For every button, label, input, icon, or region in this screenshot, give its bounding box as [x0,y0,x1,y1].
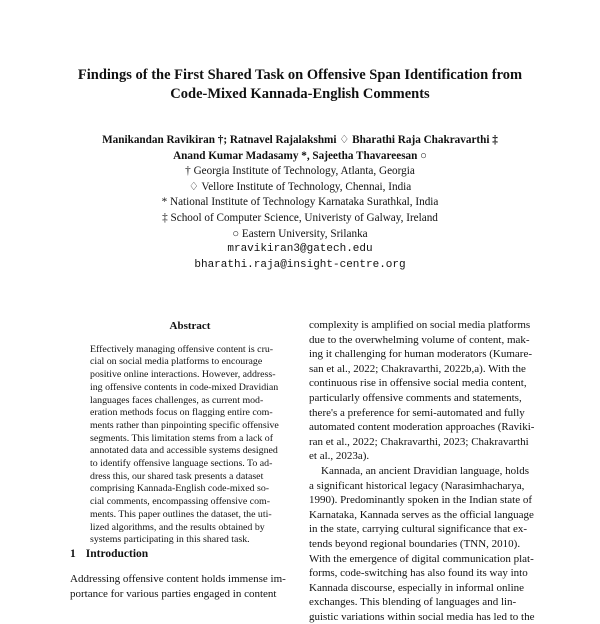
body-line: san et al., 2022; Chakravarthi, 2022b,a). With the [309,362,526,375]
affiliation: ♢ Vellore Institute of Technology, Chennai, India [188,180,412,193]
abstract-line: positive online interactions. However, address- [90,369,276,381]
abstract-line: lized algorithms, and the results obtained by [90,521,265,533]
abstract-line: annotated data and accessible systems designed [90,445,278,457]
body-line: exchanges. This blending of languages and lin- [309,596,517,609]
body-line: complexity is amplified on social media platforms [309,319,531,331]
title-line: Findings of the First Shared Task on Offensive Span Identification from [77,67,523,83]
body-line: in the state, carrying cultural significance that ex- [309,523,528,536]
abstract-line: comprising Kannada-English code-mixed so- [90,483,270,495]
body-line: continuous rise in offensive social media content, [309,377,527,390]
body-line: due to the overwhelming volume of content, mak- [309,333,530,346]
abstract-line: systems participating in this shared task. [90,534,250,546]
body-line: ran et al., 2022; Chakravarthi, 2023; Chakravarthi [309,435,529,448]
email: bharathi.raja@insight-centre.org [194,258,406,271]
section-heading-introduction [70,548,158,560]
abstract-heading: Abstract [169,320,211,332]
abstract-line: ments rather than pinpointing specific offensive [90,419,279,431]
body-line: With the emergence of digital communication plat- [309,552,534,565]
body-line: a significant historical legacy (Narasimhacharya, [309,479,525,492]
abstract-line: Effectively managing offensive content is cru- [90,343,274,355]
abstract-line: segments. This limitation stems from a lack of [90,432,274,444]
body-line: ing it challenging for human moderators (Kumare- [309,348,532,361]
body-line: automated content moderation approaches (Raviki- [309,421,535,434]
abstract-line: eration methods focus on flagging entire com- [90,407,273,419]
abstract-line: cial comments, encompassing offensive com- [90,496,270,508]
affiliation: ○ Eastern University, Srilanka [232,227,368,240]
paper-title [40,66,560,104]
body-line: there's a preference for semi-automated and fully [309,406,525,419]
left-column [86,320,294,547]
body-line: guistic variations within social media has led to the [309,610,535,623]
abstract-line: ments. This paper outlines the dataset, the uti- [90,508,272,520]
affiliation: * National Institute of Technology Karnataka Surathkal, India [161,196,439,209]
introduction-body [70,572,300,601]
body-line: portance for various parties engaged in content [70,587,277,600]
abstract-body [86,344,294,547]
body-line: Kannada discourse, especially in informal online [309,581,525,594]
abstract-line: languages faces challenges, as current mod- [90,394,264,406]
body-line: tends beyond regional boundaries (TNN, 2010). [309,537,521,550]
body-line: et al., 2023a). [309,450,370,463]
affiliation: † Georgia Institute of Technology, Atlanta, Georgia [185,165,415,178]
affiliation: ‡ School of Computer Science, Univeristy of Galway, Ireland [162,211,438,224]
body-line: forms, code-switching has also found its way into [309,567,528,580]
author-names: Anand Kumar Madasamy *, Sajeetha Thavareesan ○ [173,149,427,162]
abstract-line: to identify offensive language sections. To ad- [90,458,273,470]
right-column [309,318,541,624]
body-line: Kannada, an ancient Dravidian language, holds [321,464,530,477]
body-line: particularly offensive comments and statements, [309,391,522,404]
title-line: Code-Mixed Kannada-English Comments [170,86,430,102]
author-names: Manikandan Ravikiran †; Ratnavel Rajalakshmi ♢ Bharathi Raja Chakravarthi ‡ [102,134,498,146]
body-line: 1990). Predominantly spoken in the Indian state of [309,494,533,507]
paragraph [309,318,541,464]
body-line: Addressing offensive content holds immense im- [70,573,286,585]
abstract-line: cial on social media platforms to encourage [90,356,263,368]
abstract-line: ing offensive contents in code-mixed Dravidian [90,381,279,393]
author-block [30,133,570,273]
abstract-line: dress this, our shared task presents a dataset [90,470,264,482]
body-line: Karnataka, Kannada serves as the official language [309,508,534,521]
section-number: 1 [70,548,76,560]
email: mravikiran3@gatech.edu [227,243,373,256]
section-title: Introduction [85,548,149,560]
